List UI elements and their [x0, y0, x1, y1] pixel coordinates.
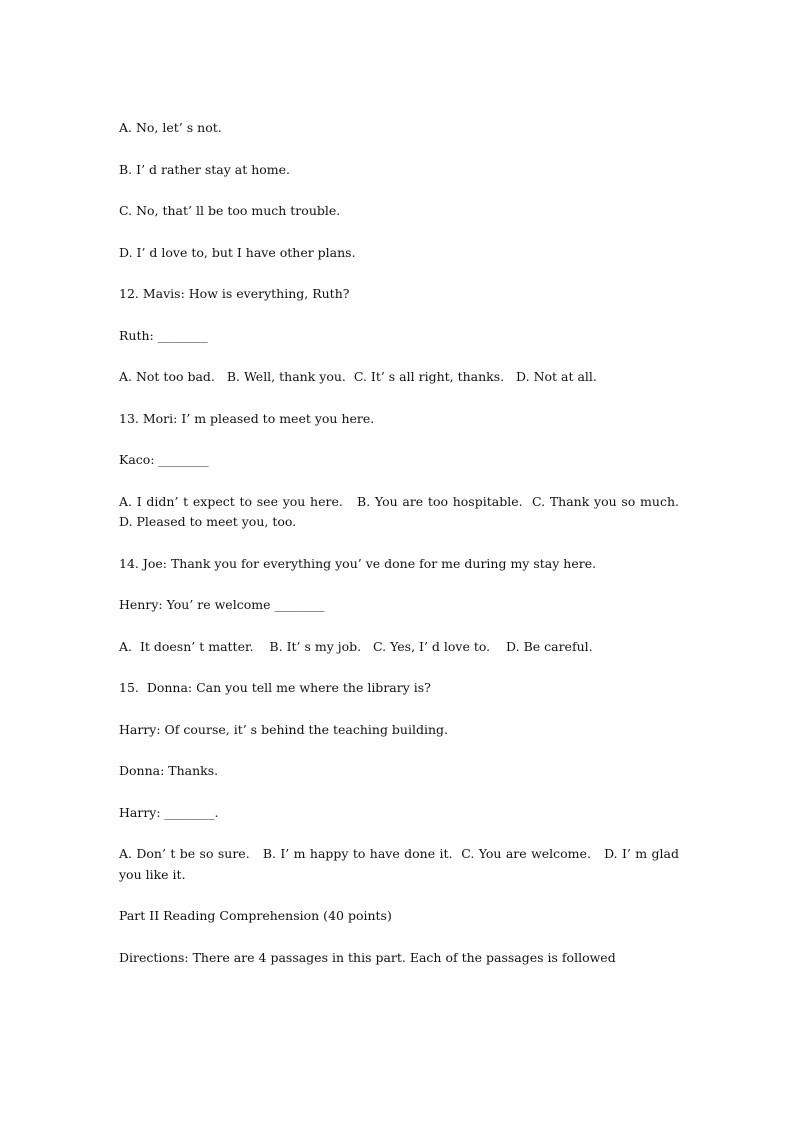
question-15-options: A. Don’ t be so sure. B. I’ m happy to have done it. C. You are welcome. D. I’ m glad you like it. [119, 846, 683, 882]
section-heading-part-ii: Part II Reading Comprehension (40 points) [119, 908, 392, 923]
question-13-answer-blank: Kaco: ________ [119, 452, 209, 467]
question-13: 13. Mori: I’ m pleased to meet you here. [119, 410, 375, 426]
question-15: 15. Donna: Can you tell me where the library is? [119, 680, 431, 695]
question-12-answer-blank: Ruth: ________ [119, 327, 208, 343]
question-15-answer-blank: Harry: ________. [119, 804, 219, 820]
question-15-line-harry-1: Harry: Of course, it’ s behind the teaching building. [119, 721, 449, 737]
section-directions: Directions: There are 4 passages in this part. Each of the passages is followed [119, 949, 616, 965]
question-14: 14. Joe: Thank you for everything you’ ve done for me during my stay here. [119, 555, 597, 571]
option-d-other-plans: D. I’ d love to, but I have other plans. [119, 244, 356, 260]
question-12-options: A. Not too bad. B. Well, thank you. C. It’ s all right, thanks. D. Not at all. [119, 369, 597, 384]
document-page [119, 118, 691, 989]
option-a-lets-not: A. No, let’ s not. [119, 120, 222, 135]
question-14-answer-blank: Henry: You’ re welcome ________ [119, 597, 325, 612]
question-13-options: A. I didn’ t expect to see you here. B. You are too hospitable. C. Thank you so much. D. Pleased to meet you, too. [119, 493, 691, 529]
option-b-stay-home: B. I’ d rather stay at home. [119, 161, 291, 177]
question-15-line-donna-2: Donna: Thanks. [119, 763, 219, 778]
question-14-options: A. It doesn’ t matter. B. It’ s my job. C. Yes, I’ d love to. D. Be careful. [119, 638, 593, 654]
option-c-too-much-trouble: C. No, that’ ll be too much trouble. [119, 203, 341, 218]
question-12: 12. Mavis: How is everything, Ruth? [119, 286, 350, 301]
